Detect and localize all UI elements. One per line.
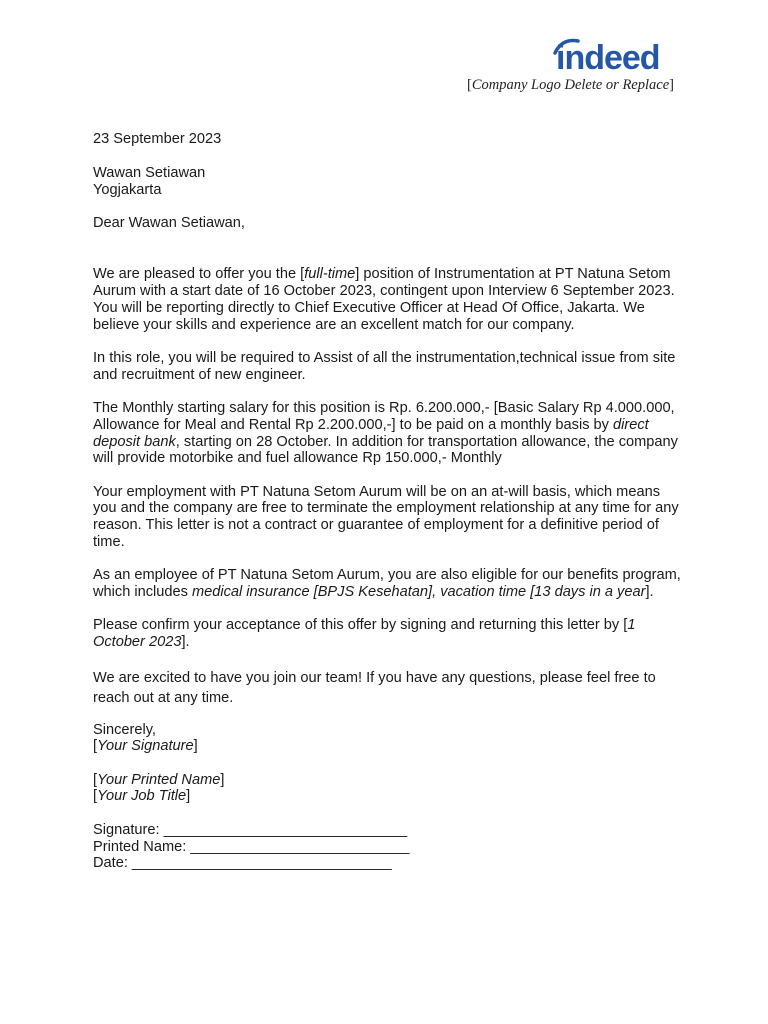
paragraph-at-will: Your employment with PT Natuna Setom Aurum will be on an at-will basis, which means you and the company are free to terminate the employment relationship at any time for any reason. This letter is not a contract or guarantee of employment for a definitive period of time. [93, 483, 679, 551]
paragraph-welcome: We are excited to have you join our team! If you have any questions, please feel free to reach out at any time. [93, 669, 656, 706]
printed-name-placeholder: [Your Printed Name] [93, 771, 225, 788]
printed-name-line: Printed Name: ___________________________ [93, 838, 410, 855]
signature-placeholder: [Your Signature] [93, 738, 198, 755]
job-title-placeholder: [Your Job Title] [93, 788, 191, 805]
logo-wordmark: indeed [556, 39, 660, 77]
paragraph-salary: The Monthly starting salary for this position is Rp. 6.200.000,- [Basic Salary Rp 4.000.000, Allowance for Meal and Rental Rp 2.200.000,-] to be paid on a monthly basis by direct deposit bank, starting on 28 October. In addition for transportation allowance, the company will provide motorbike and fuel allowance Rp 150.000,- Monthly [93, 399, 678, 467]
closing: Sincerely, [93, 721, 156, 738]
company-logo [552, 36, 682, 80]
signature-line: Signature: ______________________________ [93, 821, 408, 838]
recipient-name: Wawan Setiawan [93, 164, 206, 181]
recipient-city: Yogjakarta [93, 181, 162, 198]
closing-block [93, 722, 683, 756]
recipient-address [93, 165, 683, 199]
logo-caption: [Company Logo Delete or Replace] [466, 77, 674, 93]
paragraph-offer: We are pleased to offer you the [full-time] position of Instrumentation at PT Natuna Setom Aurum with a start date of 16 October 2023, contingent upon Interview 6 September 2023. You will be reporting directly to Chief Executive Officer at Head Of Office, Jakarta. We believe your skills and experience are an excellent match for our company. [93, 266, 675, 333]
paragraph-benefits: As an employee of PT Natuna Setom Aurum, you are also eligible for our benefits program, which includes medical insurance [BPJS Kesehatan], vacation time [13 days in a year]. [93, 567, 681, 601]
salutation: Dear Wawan Setiawan, [93, 215, 245, 232]
paragraph-role: In this role, you will be required to Assist of all the instrumentation,technical issue from site and recruitment of new engineer. [93, 349, 676, 383]
acceptance-lines [93, 822, 683, 872]
date-line: Date: ________________________________ [93, 855, 392, 872]
paragraph-confirm: Please confirm your acceptance of this offer by signing and returning this letter by [1 October 2023]. [93, 617, 636, 651]
letter-body [93, 131, 683, 872]
letter-date: 23 September 2023 [93, 131, 222, 147]
signer-info [93, 772, 683, 806]
